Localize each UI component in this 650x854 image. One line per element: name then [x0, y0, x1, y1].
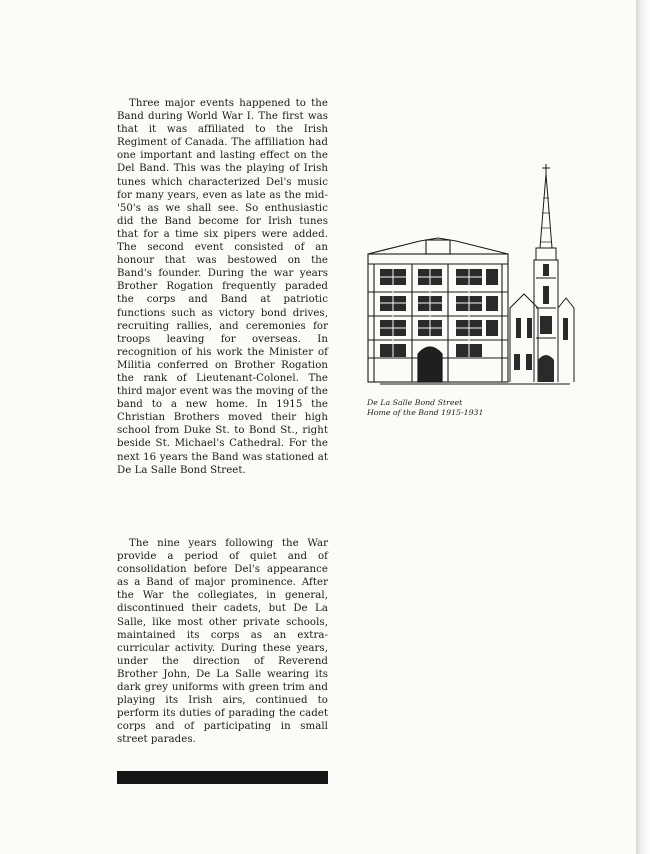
- text-column-upper: [117, 97, 328, 477]
- caption-subtitle: Home of the Band 1915-1931: [367, 408, 484, 417]
- paragraph-ww1-events: Three major events happened to the Band during World War I. The first was that it was affiliated to the Irish Regiment of Canada. The affiliation had one important and lasting effect on the Del Band. This was the playing of Irish tunes which characterized Del's music for many years, even as late as the mid-'50's as we shall see. So enthusiastic did the Band become for Irish tunes that for a time six pipers were added. The second event consisted of an honour that was bestowed on the Band's founder. During the war years Brother Rogation frequently paraded the corps and Band at patriotic functions such as victory bond drives, recruiting rallies, and ceremonies for troops leaving for overseas. In recognition of his work the Minister of Militia conferred on Brother Rogation the rank of Lieutenant-Colonel. The third major event was the moving of the band to a new home. In 1915 the Christian Brothers moved their high school from Duke St. to Bond St., right beside St. Michael's Cathedral. For the next 16 years the Band was stationed at De La Salle Bond Street.: [117, 98, 328, 476]
- paragraph-postwar-years: The nine years following the War provide a period of quiet and of consolidation before Del's appearance as a Band of major prominence. After the War the collegiates, in general, discontinued their cadets, but De La Salle, like most other private schools, maintained its corps as an extra-curricular activity. During these years, under the direction of Reverend Brother John, De La Salle wearing its dark grey uniforms with green trim and playing its Irish airs, continued to perform its duties of parading the cadet corps and of participating in small street parades.: [117, 538, 328, 746]
- figure-caption: [367, 398, 567, 418]
- caption-title: De La Salle Bond Street: [367, 398, 463, 407]
- page-binding-edge: [636, 0, 650, 854]
- building-illustration: [360, 158, 582, 390]
- text-column-lower: [117, 537, 328, 747]
- school-and-cathedral-drawing: [360, 158, 582, 390]
- black-rule-bar: [117, 771, 328, 784]
